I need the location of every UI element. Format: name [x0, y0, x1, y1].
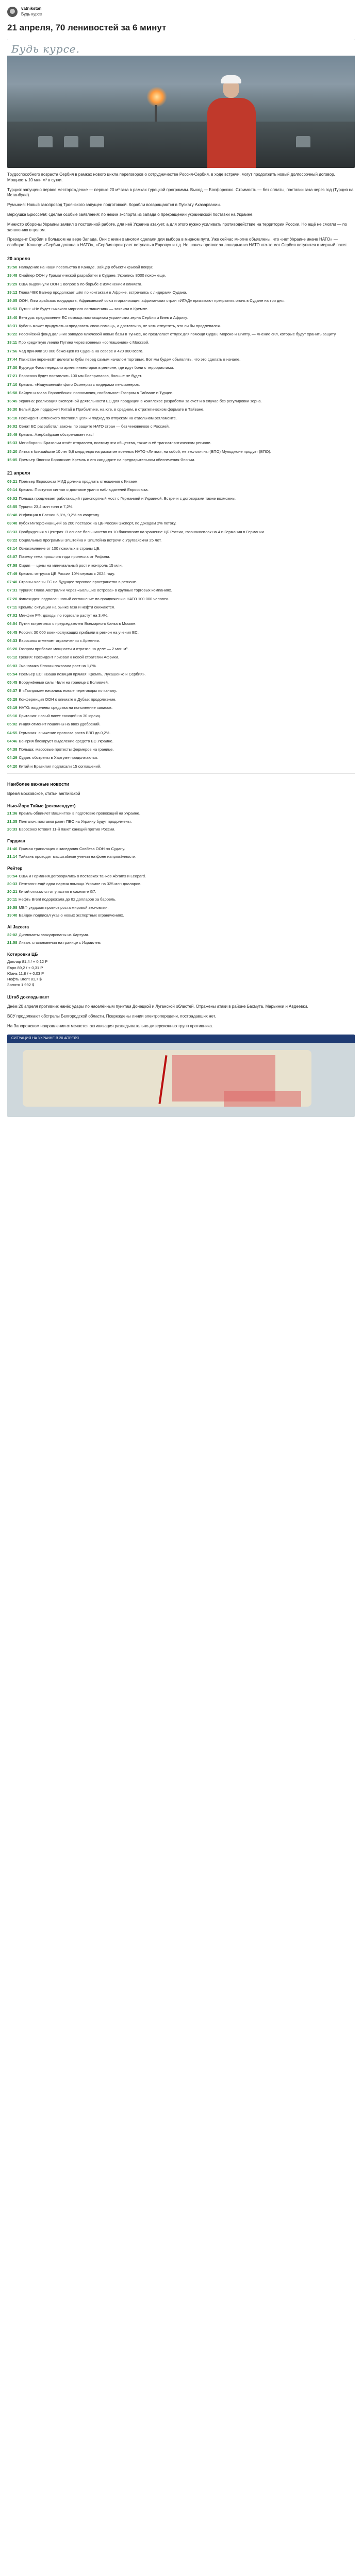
- intro-paragraph: Верхушка Брюсселя: сделан особые заявления: по неким экспорта из запада о прекращении украиниской поставки на Украине.: [7, 212, 254, 217]
- news-text: Вооружённые силы Чили на границе с Боливией.: [19, 680, 109, 685]
- news-text: Турция: 23,4 млн тонн и 7,2%.: [19, 504, 74, 509]
- intro-paragraph: Министр обороны Украины заявил о постоянной работе, для неё Украина атакует, а для этого нужно усиливать противодействие на территории России. Но ещё не смогли — по заявлению в целом.: [7, 222, 347, 232]
- source-item-text: Ливан: столкновения на границе с Израилем.: [19, 940, 102, 945]
- stat-line: Юань 11,8 / + 0,03 Р: [7, 971, 44, 976]
- source-item-text: МВФ ухудшил прогноз роста мировой экономики.: [19, 905, 109, 910]
- news-item[interactable]: [7, 630, 355, 635]
- news-item[interactable]: [7, 391, 355, 396]
- news-time: 16:18: [7, 415, 18, 420]
- news-text: Финляндия: подписан новый соглашение по продвижению НАТО 100 000 человек.: [19, 596, 169, 601]
- closing-heading: Штаб докладывает: [7, 994, 50, 999]
- news-item[interactable]: [7, 597, 355, 602]
- source-item[interactable]: [7, 940, 355, 945]
- news-text: Ознакомление от 100 пожилых в страны ЦБ.: [19, 546, 101, 551]
- news-time: 08:07: [7, 554, 18, 560]
- situation-map[interactable]: [7, 1035, 355, 1117]
- closing-paragraph: На Запорожском направлении отмечается активизация разведывательно-диверсионных групп противника.: [7, 1023, 213, 1028]
- source-item-text: Пентагон: ещё одна партия помощи Украине на 325 млн долларов.: [19, 881, 142, 886]
- news-time: 07:11: [7, 604, 18, 609]
- news-item[interactable]: [7, 449, 355, 454]
- person-figure: [203, 75, 260, 168]
- news-time: 17:30: [7, 365, 18, 370]
- news-item[interactable]: [7, 365, 355, 370]
- source-item[interactable]: [7, 933, 355, 938]
- source-heading: Al Jazeera: [7, 924, 29, 930]
- news-time: 06:03: [7, 663, 18, 668]
- news-text: В «Газпроме» начались новые переговоры по каналу.: [19, 688, 117, 693]
- person-helmet: [221, 75, 241, 83]
- news-time: 06:33: [7, 638, 18, 643]
- news-item[interactable]: [7, 580, 355, 585]
- source-item-text: Китай отказался от участия в саммите G7.: [19, 889, 96, 894]
- source-item[interactable]: [7, 905, 355, 910]
- news-time: 06:12: [7, 655, 18, 660]
- intro-section: [7, 172, 355, 248]
- tank-graphic: [64, 136, 78, 147]
- tank-graphic: [90, 136, 104, 147]
- news-time: 07:49: [7, 571, 18, 576]
- news-item[interactable]: [7, 530, 355, 535]
- news-item[interactable]: [7, 382, 355, 387]
- news-text: Судан: обстрелы в Хартуме продолжаются.: [19, 755, 98, 760]
- news-item[interactable]: [7, 487, 355, 493]
- news-time: 05:28: [7, 697, 18, 702]
- news-text: Кремль: Азербайджан обстреливает нас!: [19, 432, 94, 437]
- source-heading: Гардиан: [7, 838, 25, 844]
- news-item[interactable]: [7, 315, 355, 320]
- news-item[interactable]: [7, 655, 355, 660]
- source-item-time: 21:14: [7, 854, 18, 859]
- source-item[interactable]: [7, 913, 355, 918]
- news-text: Премьер ЕС: «Ваша позиция прямая: Кремль, Лукашенко и Сербия».: [19, 671, 146, 676]
- important-heading: Наиболее важные новости: [7, 781, 70, 787]
- news-time: 09:21: [7, 479, 18, 484]
- news-text: Про кредитную линию Путина через военных «соглашение» с Москвой.: [19, 340, 150, 345]
- intro-paragraph: Трудоспособного возраста Сербия в рамках нового цикла переговоров о сотрудничестве Россия-Сербия, в ходе встречи, могут продолжить новый долгосрочный договор. Мощность 10 млн м³ в сутки.: [7, 172, 335, 182]
- news-time: 15:33: [7, 440, 18, 446]
- date-heading-2: 21 апреля: [7, 470, 30, 476]
- news-text: Кубань может придумать и предлагать свою помощь, а достаточно, не хоть отпустить, что ли бы продлевался.: [19, 323, 221, 328]
- source-item[interactable]: [7, 889, 355, 894]
- gas-flare-graphic: [146, 87, 167, 107]
- news-item[interactable]: [7, 755, 355, 760]
- source-item-text: Кремль обвиняет Вашингтон в подготовке провокаций на Украине.: [19, 811, 140, 816]
- news-time: 18:22: [7, 332, 18, 337]
- news-time: 05:19: [7, 705, 18, 710]
- news-time: 07:02: [7, 613, 18, 618]
- source-item-text: Евросоюз готовит 11-й пакет санкций против России.: [19, 826, 116, 832]
- news-time: 19:12: [7, 290, 18, 295]
- news-time: 19:50: [7, 265, 18, 270]
- source-item-text: Тайвань проводит масштабные учения на фоне напряжённости.: [19, 854, 137, 859]
- stat-line: Доллар 81,4 / + 0,12 Р: [7, 959, 48, 964]
- news-text: Экономика Японии показала рост на 1,8%.: [19, 663, 97, 668]
- news-text: Чад приняли 20 000 беженцев из Судана на севере и 420 000 всего.: [19, 348, 143, 353]
- source-item[interactable]: [7, 854, 355, 859]
- news-text: Пакистан перенесёт делегаты Кубы перед самым началом торговых. Вот мы будем объявлять, что это сделать в начале.: [19, 357, 241, 362]
- source-item-time: 19:58: [7, 905, 18, 910]
- news-time: 18:40: [7, 315, 18, 320]
- news-item[interactable]: [7, 340, 355, 345]
- news-text: Снайпер ООН у Граматической разработки в Судане. Укрались 8000 похож еще.: [19, 273, 166, 278]
- news-time: 15:05: [7, 457, 18, 462]
- channel-avatar[interactable]: [7, 7, 18, 17]
- news-text: Сенат ЕС разработал законы по защите НАТО стран — без чиновников с Россией.: [19, 423, 170, 429]
- important-subheading: Время московское, статьи английской: [7, 791, 80, 796]
- news-text: Пробуждения в Центрах. В основе большинство из 10 банковских на хранение ЦБ России, газонокосилок на 4 и Германия в Германии.: [19, 529, 265, 534]
- news-time: 18:11: [7, 340, 18, 345]
- news-item[interactable]: [7, 705, 355, 710]
- news-item[interactable]: [7, 307, 355, 312]
- news-item[interactable]: [7, 457, 355, 463]
- news-time: 18:31: [7, 323, 18, 328]
- news-text: Кубок Интерфинанцкий за 200 поставок на ЦБ России Экспорт, по доходам 2% потоку.: [19, 521, 177, 526]
- news-item[interactable]: [7, 357, 355, 362]
- closing-paragraph: Днём 20 апреля противник нанёс удары по населённым пунктам Донецкой и Луганской областей. Отражены атаки в районе Бахмута, Марьинки и Авдеевки.: [7, 1004, 308, 1009]
- news-item[interactable]: [7, 588, 355, 593]
- news-item[interactable]: [7, 563, 355, 568]
- source-heading: Рейтер: [7, 866, 23, 871]
- source-item[interactable]: [7, 846, 355, 852]
- news-text: Нападение на наши посольства в Канаде. Зайцер объекти крывай вокруг.: [19, 265, 153, 270]
- news-item[interactable]: [7, 546, 355, 551]
- person-body: [207, 98, 256, 168]
- news-text: Премьер Евросоюза МИД должна продлить отношения с Китаем.: [19, 479, 139, 484]
- news-text: Социальные программы Эпштейна и Эпштейна встречи с Уругвайским 25 лет.: [19, 537, 162, 543]
- source-item[interactable]: [7, 811, 355, 816]
- news-text: Путин: «Не будет никакого мирного соглашения» — заявили в Кремле.: [19, 307, 149, 312]
- news-time: 04:55: [7, 730, 18, 735]
- news-time: 07:58: [7, 563, 18, 568]
- news-time: 19:48: [7, 273, 18, 278]
- news-text: Почему тема прошлого года принесла от Рифона.: [19, 554, 110, 560]
- news-time: 04:29: [7, 755, 18, 760]
- news-text: Президент Зеленского поставил цели и подход по отпускам на отдельном регламенте.: [19, 415, 177, 420]
- divider: [7, 773, 355, 774]
- news-time: 08:14: [7, 546, 18, 551]
- news-text: Премьер Японии Боровские: Кремль о его кандидате на предварительном обеспечения Японии.: [19, 457, 195, 462]
- news-text: Газпром прибавил мощности и отразил на деле — 2 млн м³.: [19, 647, 129, 652]
- news-time: 17:44: [7, 357, 18, 362]
- post-banner-image[interactable]: [7, 39, 355, 168]
- source-item-time: 20:11: [7, 897, 18, 902]
- banner-logo: Будь курсе.: [11, 42, 80, 55]
- news-item[interactable]: [7, 349, 355, 354]
- news-time: 07:20: [7, 596, 18, 601]
- news-item[interactable]: [7, 747, 355, 752]
- stat-line: Золото 1 992 $: [7, 982, 35, 988]
- news-text: Белый Дом поддержит Китай в Прибалтике, на юге, в среднем, в стратегическом формате в Тайване.: [19, 407, 205, 412]
- stat-line: Евро 89,2 / + 0,31 Р: [7, 965, 43, 970]
- news-item[interactable]: [7, 739, 355, 744]
- news-time: 06:54: [7, 621, 18, 626]
- news-item[interactable]: [7, 688, 355, 693]
- news-time: 17:10: [7, 382, 18, 387]
- date-heading-1: 20 апреля: [7, 256, 30, 261]
- post-title: 21 апреля, 70 ленивостей за 6 минут: [7, 23, 167, 32]
- news-item[interactable]: [7, 424, 355, 429]
- news-item[interactable]: [7, 697, 355, 702]
- map-title: СИТУАЦИЯ НА УКРАИНЕ В 20 АПРЕЛЯ: [7, 1035, 355, 1043]
- news-text: Минобороны Бразилии отчёт отправлен, поэтому эти общества, также о её трансатлантическом регионе.: [19, 440, 211, 446]
- channel-info: [21, 6, 42, 18]
- source-item-time: 19:40: [7, 912, 18, 918]
- news-item[interactable]: [7, 722, 355, 727]
- news-item[interactable]: [7, 265, 355, 270]
- news-text: Кремль: отгрузка ЦБ России 10% сервис к 2024 году.: [19, 571, 115, 576]
- source-item-text: США и Германия договорились о поставках танков Abrams и Leopard.: [19, 873, 146, 878]
- news-feed-1: [7, 265, 355, 463]
- news-item[interactable]: [7, 407, 355, 412]
- news-time: 09:02: [7, 496, 18, 501]
- news-text: Турция: Глава Австралии через «Большие острова» в крупных торговых компаниях.: [19, 588, 172, 593]
- news-item[interactable]: [7, 332, 355, 337]
- source-item-time: 21:36: [7, 811, 18, 816]
- news-text: НАТО: выделены средства на пополнение запасов.: [19, 705, 113, 710]
- news-time: 19:05: [7, 298, 18, 303]
- news-item[interactable]: [7, 638, 355, 643]
- news-item[interactable]: [7, 432, 355, 437]
- news-time: 07:31: [7, 588, 18, 593]
- news-item[interactable]: [7, 647, 355, 652]
- news-item[interactable]: [7, 298, 355, 303]
- news-item[interactable]: [7, 399, 355, 404]
- tank-graphic: [38, 136, 53, 147]
- news-item[interactable]: [7, 664, 355, 669]
- news-time: 07:40: [7, 580, 18, 585]
- intro-paragraph: Президент Сербии в большом на вере Запада. Они с ними о многом сделали для выбора в мирном пути. Уже сейчас многие объявлены, что «нет Украине иначе НАТО» — сообщает Коннор: «Сербия должна в НАТО», «Сербия проиграет вступать в Европу» и т.д. Но шансы против: за лошадью из НАТО кто-то мог Сербия вступится в мирный пакет.: [7, 237, 348, 248]
- news-time: 08:22: [7, 537, 18, 543]
- news-time: 17:21: [7, 374, 18, 379]
- news-time: 05:37: [7, 688, 18, 693]
- news-item[interactable]: [7, 521, 355, 526]
- news-text: Путин встретился с председателем Всемирного банка в Москве.: [19, 621, 137, 626]
- news-text: Кремль: ситуации на рынке газа и нефти снижаются.: [19, 604, 116, 609]
- news-text: Греция: Президент призвал к новой стратегии Африки.: [19, 655, 119, 660]
- news-time: 17:56: [7, 348, 18, 353]
- news-time: 15:49: [7, 432, 18, 437]
- news-text: Германия: снижение прогноза роста ВВП до 0,2%.: [19, 730, 111, 735]
- intro-paragraph: Турция: запущено первое месторождение — первые 20 м³ газа в рамках турецкой программы. Выход — Босфорскаю. Стоимость — без оплаты, поставки газа через год (Турция на Истанбуле).: [7, 187, 354, 198]
- news-time: 19:29: [7, 281, 18, 286]
- news-text: Британия: новый пакет санкций на 30 юрлиц.: [19, 714, 102, 719]
- news-item[interactable]: [7, 571, 355, 577]
- source-item-text: Байден подписал указ о новых экспортных ограничениях.: [19, 912, 124, 918]
- news-text: Минфин РФ: доходы по торговле растут на 3,4%.: [19, 613, 109, 618]
- map-zone: [224, 1091, 301, 1107]
- news-item[interactable]: [7, 605, 355, 610]
- tank-graphic: [296, 136, 310, 147]
- news-time: 18:53: [7, 307, 18, 312]
- news-time: 08:55: [7, 504, 18, 509]
- source-blocks: [7, 803, 355, 945]
- news-item[interactable]: [7, 496, 355, 501]
- news-item[interactable]: [7, 282, 355, 287]
- news-time: 15:20: [7, 449, 18, 454]
- news-text: Российский фонд дальних заводов Ключевой новых базы в Тунисе, не предлагает отпуск для помощи Судан, Мороко и Египту, — мнение сил, которые будут хранить защиту.: [19, 332, 337, 337]
- news-text: Венгрия блокирует выделение средств ЕС Украине.: [19, 738, 114, 743]
- news-feed-2: [7, 479, 355, 769]
- news-time: 08:33: [7, 529, 18, 534]
- news-item[interactable]: [7, 374, 355, 379]
- news-text: Польша продлевает работающий транспортный мост с Германией и Украиной. Встречи с договорами также возможны.: [19, 496, 237, 501]
- source-item-time: 20:33: [7, 826, 18, 832]
- news-time: 08:48: [7, 513, 18, 518]
- news-item[interactable]: [7, 714, 355, 719]
- source-item-time: 21:46: [7, 846, 18, 851]
- channel-header: [7, 0, 355, 19]
- news-item[interactable]: [7, 621, 355, 626]
- news-text: Евросоюз отменяет ограничения к Армении.: [19, 638, 100, 643]
- news-text: Кремль: Поступил сигнал о доставке уран и наблюдателей Евросоюза.: [19, 487, 149, 493]
- intro-paragraph: Румыния: Новый газопровод Троянского запущен подготовкой. Корабли возвращаются в Пускату Ахазарвании.: [7, 202, 221, 208]
- source-item-time: 20:54: [7, 873, 18, 878]
- news-time: 06:45: [7, 630, 18, 635]
- news-time: 04:46: [7, 738, 18, 743]
- news-text: Вентура: предложение ЕС помощь поставщикам украинских зерна Сербии и Киев и Африку.: [19, 315, 188, 320]
- news-item[interactable]: [7, 554, 355, 560]
- news-time: 08:40: [7, 521, 18, 526]
- stat-line: Нефть Brent 81,7 $: [7, 977, 42, 982]
- news-text: Сирия — цены на минимальный рост и контроль 15 млн.: [19, 563, 123, 568]
- stats-list: [7, 959, 355, 988]
- news-item[interactable]: [7, 324, 355, 329]
- source-item-time: 21:58: [7, 940, 18, 945]
- source-item[interactable]: [7, 897, 355, 902]
- source-item-text: Нефть Brent подорожала до 82 долларов за баррель.: [19, 897, 117, 902]
- news-item[interactable]: [7, 416, 355, 421]
- news-item[interactable]: [7, 479, 355, 484]
- source-item[interactable]: [7, 874, 355, 879]
- news-time: 04:38: [7, 747, 18, 752]
- news-time: 16:30: [7, 407, 18, 412]
- stats-heading: Котировки ЦБ: [7, 952, 38, 957]
- news-text: Бурунди Фасо передали армия инвесторов в регионе, где идут боли с террористами.: [19, 365, 174, 370]
- news-time: 04:20: [7, 764, 18, 769]
- news-item[interactable]: [7, 440, 355, 446]
- news-text: Китай и Бразилия подписали 15 соглашений.: [19, 764, 102, 769]
- news-time: 16:45: [7, 399, 18, 404]
- source-item-time: 21:35: [7, 819, 18, 824]
- news-text: Страны-члены ЕС на будущее торговое пространство в регионе.: [19, 580, 137, 585]
- news-time: 16:58: [7, 390, 18, 395]
- news-item[interactable]: [7, 538, 355, 543]
- source-item-text: Дипломаты эвакуированы из Хартума.: [19, 932, 89, 937]
- news-item[interactable]: [7, 504, 355, 510]
- news-time: 05:10: [7, 714, 18, 719]
- closing-section: [7, 1004, 355, 1029]
- news-time: 09:14: [7, 487, 18, 493]
- news-item[interactable]: [7, 680, 355, 685]
- source-heading: Нью-Йорк Таймс (рекомендует): [7, 803, 76, 808]
- source-item[interactable]: [7, 827, 355, 832]
- source-item-text: Пентагон: поставки ракет ПВО на Украину будут продолжены.: [19, 819, 132, 824]
- news-time: 05:54: [7, 671, 18, 676]
- news-item[interactable]: [7, 672, 355, 677]
- news-text: Россия: 30 000 военнослужащих прибыли в регион на учения ЕС.: [19, 630, 139, 635]
- news-text: Конференция ООН о климате в Дубае: продолжение.: [19, 697, 117, 702]
- news-text: Литва в ближайшие 10 лет 5,6 млрд евро на развитие военных НАТО «Литва», на собой, не экологичны (ВПО) Мульджоне продукт (ВПО).: [19, 449, 271, 454]
- news-item[interactable]: [7, 731, 355, 736]
- news-time: 05:45: [7, 680, 18, 685]
- news-text: ООН, Лига арабских государств, Африканский союз и организация африканских стран «ИГАД» призывают прекратить огонь в Судане на три дня.: [19, 298, 285, 303]
- news-text: Инфляция в Боснии 6,8%, 9,2% по кварталу.: [19, 513, 100, 518]
- channel-name[interactable]: vatnikstan: [21, 6, 42, 11]
- news-text: Евросоюз будет поставлять 100 мм Боеприпасов, больше не будет.: [19, 374, 142, 379]
- source-item-time: 20:21: [7, 889, 18, 894]
- industrial-plant-graphic: [7, 122, 355, 168]
- news-time: 16:02: [7, 423, 18, 429]
- channel-subtitle: Будь курсе: [21, 12, 42, 16]
- news-item[interactable]: [7, 273, 355, 278]
- news-item[interactable]: [7, 613, 355, 618]
- news-text: Байден и глава Европейских: полномочия, глобальное: Газпром в Тайване и Турции.: [19, 390, 174, 395]
- source-item[interactable]: [7, 882, 355, 887]
- source-item[interactable]: [7, 819, 355, 824]
- news-time: 05:02: [7, 722, 18, 727]
- news-item[interactable]: [7, 764, 355, 769]
- news-text: Польша: массовые протесты фермеров на границе.: [19, 747, 114, 752]
- news-text: Украина: реализация экспортной деятельности ЕС для продукции в комплексе разработки за счёт и в случае без регулировки зерна.: [19, 399, 262, 404]
- source-item-time: 22:02: [7, 932, 18, 937]
- news-text: США выдвинули ООН 1 вопрос 5 по борьбе с изменением климата.: [19, 281, 142, 286]
- news-text: Глава ЧВК Вагнер продолжает шёл по контактам в Африке, встречаясь с лидерами Судана.: [19, 290, 187, 295]
- source-item-text: Прямая трансляция с заседания Совбеза ООН по Судану.: [19, 846, 125, 851]
- closing-paragraph: ВСУ продолжают обстрелы Белгородской области. Повреждены линии электропередачи, пострадавших нет.: [7, 1013, 216, 1019]
- news-item[interactable]: [7, 513, 355, 518]
- news-text: Кремль: «Надуманный» фото Осинерия с лидерами пенсионеров.: [19, 382, 140, 387]
- news-item[interactable]: [7, 290, 355, 295]
- news-time: 06:20: [7, 647, 18, 652]
- news-text: Индия отменит пошлины на ввоз удобрений.: [19, 722, 101, 727]
- source-item-time: 20:33: [7, 881, 18, 886]
